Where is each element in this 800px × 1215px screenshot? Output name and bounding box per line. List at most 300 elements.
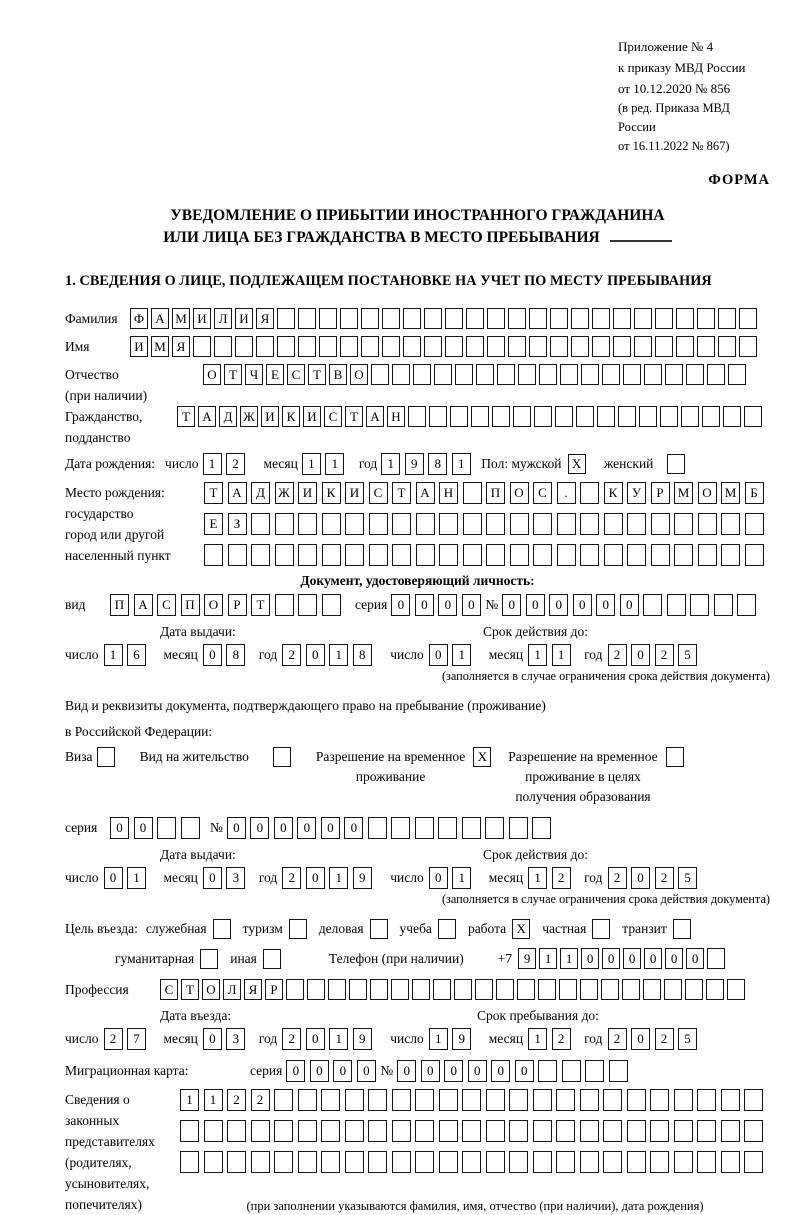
char-cell[interactable] [510, 513, 529, 535]
char-cell[interactable] [157, 817, 176, 839]
char-cell[interactable]: 1 [329, 1028, 348, 1050]
char-cell[interactable] [643, 594, 662, 616]
char-cell[interactable]: 0 [306, 644, 325, 666]
char-cell[interactable] [655, 308, 673, 329]
char-cell[interactable] [370, 919, 388, 939]
char-cell[interactable] [424, 308, 442, 329]
char-cell[interactable]: 0 [110, 817, 129, 839]
char-cell[interactable] [361, 336, 379, 357]
char-cell[interactable] [275, 513, 294, 535]
char-cell[interactable] [450, 406, 468, 427]
char-cell[interactable] [251, 513, 270, 535]
char-cell[interactable] [204, 1151, 223, 1173]
char-cell[interactable] [228, 544, 247, 566]
char-cell[interactable]: Б [745, 482, 764, 504]
char-cell[interactable] [623, 364, 641, 385]
char-cell[interactable] [556, 1120, 575, 1142]
char-cell[interactable] [273, 747, 291, 767]
char-cell[interactable]: 1 [302, 453, 321, 475]
char-cell[interactable] [340, 308, 358, 329]
char-cell[interactable] [518, 364, 536, 385]
char-cell[interactable]: 0 [429, 867, 448, 889]
char-cell[interactable]: 0 [227, 817, 246, 839]
char-cell[interactable]: О [204, 594, 223, 616]
char-cell[interactable] [744, 1089, 763, 1111]
char-cell[interactable] [476, 364, 494, 385]
char-cell[interactable] [392, 1089, 411, 1111]
char-cell[interactable] [471, 406, 489, 427]
char-cell[interactable] [529, 308, 547, 329]
char-cell[interactable] [576, 406, 594, 427]
char-cell[interactable] [349, 979, 367, 1000]
char-cell[interactable]: Т [251, 594, 270, 616]
char-cell[interactable] [627, 513, 646, 535]
char-cell[interactable] [415, 817, 434, 839]
char-cell[interactable] [650, 1089, 669, 1111]
char-cell[interactable]: М [151, 336, 169, 357]
char-cell[interactable] [660, 406, 678, 427]
char-cell[interactable] [445, 308, 463, 329]
char-cell[interactable] [180, 1120, 199, 1142]
char-cell[interactable]: Л [214, 308, 232, 329]
char-cell[interactable] [580, 979, 598, 1000]
char-cell[interactable]: 1 [104, 644, 123, 666]
char-cell[interactable]: А [416, 482, 435, 504]
char-cell[interactable]: 2 [655, 867, 674, 889]
char-cell[interactable] [497, 364, 515, 385]
char-cell[interactable] [487, 336, 505, 357]
char-cell[interactable] [550, 308, 568, 329]
char-cell[interactable]: 0 [415, 594, 434, 616]
char-cell[interactable] [368, 817, 387, 839]
char-cell[interactable]: 1 [329, 644, 348, 666]
char-cell[interactable] [486, 1120, 505, 1142]
char-cell[interactable]: 9 [405, 453, 424, 475]
char-cell[interactable]: Ч [245, 364, 263, 385]
char-cell[interactable] [739, 308, 757, 329]
char-cell[interactable] [251, 544, 270, 566]
char-cell[interactable]: Е [266, 364, 284, 385]
char-cell[interactable]: 0 [104, 867, 123, 889]
char-cell[interactable] [345, 1120, 364, 1142]
char-cell[interactable] [403, 308, 421, 329]
char-cell[interactable] [744, 406, 762, 427]
char-cell[interactable]: 5 [678, 1028, 697, 1050]
char-cell[interactable]: 1 [452, 453, 471, 475]
char-cell[interactable]: 2 [552, 1028, 571, 1050]
char-cell[interactable] [413, 364, 431, 385]
char-cell[interactable]: 1 [381, 453, 400, 475]
char-cell[interactable] [371, 364, 389, 385]
char-cell[interactable] [340, 336, 358, 357]
char-cell[interactable]: Н [439, 482, 458, 504]
char-cell[interactable] [462, 1120, 481, 1142]
char-cell[interactable] [328, 979, 346, 1000]
char-cell[interactable] [674, 1089, 693, 1111]
char-cell[interactable]: Т [345, 406, 363, 427]
char-cell[interactable]: X [568, 454, 586, 474]
char-cell[interactable]: 0 [310, 1060, 329, 1082]
char-cell[interactable]: 1 [127, 867, 146, 889]
char-cell[interactable]: И [130, 336, 148, 357]
char-cell[interactable] [429, 406, 447, 427]
char-cell[interactable]: 1 [329, 867, 348, 889]
char-cell[interactable] [274, 1151, 293, 1173]
char-cell[interactable] [392, 1151, 411, 1173]
char-cell[interactable]: О [510, 482, 529, 504]
char-cell[interactable]: А [366, 406, 384, 427]
char-cell[interactable]: О [202, 979, 220, 1000]
char-cell[interactable] [391, 817, 410, 839]
char-cell[interactable] [509, 817, 528, 839]
char-cell[interactable] [97, 747, 115, 767]
char-cell[interactable] [492, 406, 510, 427]
char-cell[interactable]: 0 [491, 1060, 510, 1082]
char-cell[interactable]: К [604, 482, 623, 504]
char-cell[interactable] [438, 919, 456, 939]
char-cell[interactable] [277, 308, 295, 329]
char-cell[interactable] [193, 336, 211, 357]
char-cell[interactable] [298, 1089, 317, 1111]
char-cell[interactable]: Т [177, 406, 195, 427]
char-cell[interactable] [714, 594, 733, 616]
char-cell[interactable] [322, 513, 341, 535]
char-cell[interactable] [298, 1151, 317, 1173]
char-cell[interactable]: 2 [227, 1089, 246, 1111]
char-cell[interactable] [643, 979, 661, 1000]
char-cell[interactable] [580, 1120, 599, 1142]
char-cell[interactable]: 0 [306, 867, 325, 889]
char-cell[interactable] [676, 336, 694, 357]
char-cell[interactable]: 0 [515, 1060, 534, 1082]
char-cell[interactable] [618, 406, 636, 427]
char-cell[interactable]: 0 [444, 1060, 463, 1082]
char-cell[interactable] [604, 513, 623, 535]
char-cell[interactable]: 0 [631, 867, 650, 889]
char-cell[interactable] [721, 1089, 740, 1111]
char-cell[interactable]: 0 [321, 817, 340, 839]
char-cell[interactable] [370, 979, 388, 1000]
char-cell[interactable] [609, 1060, 628, 1082]
char-cell[interactable] [685, 979, 703, 1000]
char-cell[interactable] [392, 364, 410, 385]
char-cell[interactable]: П [110, 594, 129, 616]
char-cell[interactable] [744, 1151, 763, 1173]
char-cell[interactable]: А [134, 594, 153, 616]
char-cell[interactable]: 0 [421, 1060, 440, 1082]
char-cell[interactable]: П [486, 482, 505, 504]
char-cell[interactable]: 0 [134, 817, 153, 839]
char-cell[interactable] [697, 308, 715, 329]
char-cell[interactable] [571, 336, 589, 357]
char-cell[interactable] [707, 948, 725, 969]
char-cell[interactable]: М [172, 308, 190, 329]
char-cell[interactable] [486, 544, 505, 566]
char-cell[interactable] [322, 594, 341, 616]
char-cell[interactable] [322, 544, 341, 566]
char-cell[interactable] [277, 336, 295, 357]
char-cell[interactable] [650, 1120, 669, 1142]
char-cell[interactable] [368, 1120, 387, 1142]
char-cell[interactable] [697, 336, 715, 357]
char-cell[interactable]: 1 [552, 644, 571, 666]
char-cell[interactable]: 2 [104, 1028, 123, 1050]
char-cell[interactable] [345, 513, 364, 535]
char-cell[interactable]: 5 [678, 867, 697, 889]
char-cell[interactable] [592, 336, 610, 357]
char-cell[interactable]: 0 [274, 817, 293, 839]
char-cell[interactable]: Р [228, 594, 247, 616]
char-cell[interactable]: С [369, 482, 388, 504]
char-cell[interactable]: 0 [344, 817, 363, 839]
char-cell[interactable]: 0 [468, 1060, 487, 1082]
char-cell[interactable]: 1 [539, 948, 557, 969]
char-cell[interactable] [513, 406, 531, 427]
char-cell[interactable] [319, 308, 337, 329]
char-cell[interactable]: 0 [602, 948, 620, 969]
char-cell[interactable] [298, 308, 316, 329]
char-cell[interactable] [533, 513, 552, 535]
char-cell[interactable]: 0 [306, 1028, 325, 1050]
char-cell[interactable] [321, 1089, 340, 1111]
char-cell[interactable]: 0 [686, 948, 704, 969]
char-cell[interactable] [289, 919, 307, 939]
char-cell[interactable] [665, 364, 683, 385]
char-cell[interactable] [602, 364, 620, 385]
char-cell[interactable]: Н [387, 406, 405, 427]
char-cell[interactable] [533, 1120, 552, 1142]
char-cell[interactable] [509, 1089, 528, 1111]
char-cell[interactable]: У [627, 482, 646, 504]
char-cell[interactable] [508, 336, 526, 357]
char-cell[interactable] [392, 513, 411, 535]
char-cell[interactable]: В [329, 364, 347, 385]
char-cell[interactable]: О [203, 364, 221, 385]
char-cell[interactable] [485, 817, 504, 839]
char-cell[interactable]: И [298, 482, 317, 504]
char-cell[interactable] [745, 513, 764, 535]
char-cell[interactable] [415, 1120, 434, 1142]
char-cell[interactable] [321, 1120, 340, 1142]
char-cell[interactable]: И [303, 406, 321, 427]
char-cell[interactable]: М [674, 482, 693, 504]
char-cell[interactable] [655, 336, 673, 357]
char-cell[interactable] [697, 1120, 716, 1142]
char-cell[interactable] [562, 1060, 581, 1082]
char-cell[interactable]: 2 [608, 867, 627, 889]
char-cell[interactable] [508, 308, 526, 329]
char-cell[interactable]: . [557, 482, 576, 504]
char-cell[interactable] [721, 513, 740, 535]
char-cell[interactable] [592, 308, 610, 329]
char-cell[interactable] [745, 544, 764, 566]
char-cell[interactable] [463, 544, 482, 566]
char-cell[interactable]: 8 [428, 453, 447, 475]
char-cell[interactable] [496, 979, 514, 1000]
char-cell[interactable]: 0 [596, 594, 615, 616]
char-cell[interactable] [673, 919, 691, 939]
char-cell[interactable] [462, 817, 481, 839]
char-cell[interactable]: 1 [429, 1028, 448, 1050]
char-cell[interactable] [274, 1089, 293, 1111]
char-cell[interactable] [739, 336, 757, 357]
char-cell[interactable] [509, 1120, 528, 1142]
char-cell[interactable] [538, 979, 556, 1000]
char-cell[interactable] [697, 1151, 716, 1173]
char-cell[interactable]: Л [223, 979, 241, 1000]
char-cell[interactable]: 0 [549, 594, 568, 616]
char-cell[interactable] [727, 979, 745, 1000]
char-cell[interactable]: К [322, 482, 341, 504]
char-cell[interactable] [702, 406, 720, 427]
char-cell[interactable]: 0 [203, 867, 222, 889]
char-cell[interactable] [392, 544, 411, 566]
char-cell[interactable] [737, 594, 756, 616]
char-cell[interactable]: М [721, 482, 740, 504]
char-cell[interactable] [235, 336, 253, 357]
char-cell[interactable]: 0 [250, 817, 269, 839]
char-cell[interactable] [181, 817, 200, 839]
char-cell[interactable] [697, 1089, 716, 1111]
char-cell[interactable]: Ф [130, 308, 148, 329]
char-cell[interactable]: С [324, 406, 342, 427]
char-cell[interactable]: 7 [127, 1028, 146, 1050]
char-cell[interactable] [723, 406, 741, 427]
char-cell[interactable] [462, 1151, 481, 1173]
char-cell[interactable] [298, 336, 316, 357]
char-cell[interactable]: 1 [528, 1028, 547, 1050]
char-cell[interactable]: 0 [573, 594, 592, 616]
char-cell[interactable] [256, 336, 274, 357]
char-cell[interactable] [416, 513, 435, 535]
char-cell[interactable] [368, 1151, 387, 1173]
char-cell[interactable] [439, 513, 458, 535]
char-cell[interactable] [439, 1089, 458, 1111]
char-cell[interactable] [454, 979, 472, 1000]
char-cell[interactable]: 5 [678, 644, 697, 666]
char-cell[interactable]: Я [172, 336, 190, 357]
char-cell[interactable]: Я [244, 979, 262, 1000]
char-cell[interactable]: 1 [528, 644, 547, 666]
char-cell[interactable]: 0 [297, 817, 316, 839]
char-cell[interactable] [560, 364, 578, 385]
char-cell[interactable] [345, 1089, 364, 1111]
char-cell[interactable] [559, 979, 577, 1000]
char-cell[interactable]: С [287, 364, 305, 385]
char-cell[interactable]: 0 [438, 594, 457, 616]
char-cell[interactable] [391, 979, 409, 1000]
char-cell[interactable]: И [261, 406, 279, 427]
char-cell[interactable] [674, 1151, 693, 1173]
char-cell[interactable] [392, 1120, 411, 1142]
char-cell[interactable] [275, 594, 294, 616]
char-cell[interactable]: X [473, 747, 491, 767]
char-cell[interactable] [667, 594, 686, 616]
char-cell[interactable] [455, 364, 473, 385]
char-cell[interactable] [403, 336, 421, 357]
char-cell[interactable]: 0 [391, 594, 410, 616]
char-cell[interactable] [416, 544, 435, 566]
char-cell[interactable] [227, 1151, 246, 1173]
char-cell[interactable]: Ж [275, 482, 294, 504]
char-cell[interactable]: X [512, 919, 530, 939]
char-cell[interactable]: П [181, 594, 200, 616]
char-cell[interactable]: 2 [655, 1028, 674, 1050]
char-cell[interactable]: 2 [282, 867, 301, 889]
char-cell[interactable]: И [193, 308, 211, 329]
char-cell[interactable] [592, 919, 610, 939]
char-cell[interactable]: С [160, 979, 178, 1000]
char-cell[interactable]: 1 [180, 1089, 199, 1111]
char-cell[interactable]: 1 [203, 453, 222, 475]
char-cell[interactable] [718, 336, 736, 357]
char-cell[interactable]: А [198, 406, 216, 427]
char-cell[interactable]: Д [251, 482, 270, 504]
char-cell[interactable]: 0 [203, 1028, 222, 1050]
char-cell[interactable] [251, 1151, 270, 1173]
char-cell[interactable]: 0 [631, 1028, 650, 1050]
char-cell[interactable] [721, 1151, 740, 1173]
char-cell[interactable] [674, 1120, 693, 1142]
char-cell[interactable] [361, 308, 379, 329]
char-cell[interactable] [627, 1089, 646, 1111]
char-cell[interactable]: Д [219, 406, 237, 427]
char-cell[interactable]: Ж [240, 406, 258, 427]
char-cell[interactable] [603, 1151, 622, 1173]
char-cell[interactable]: 0 [623, 948, 641, 969]
char-cell[interactable] [204, 1120, 223, 1142]
char-cell[interactable]: О [350, 364, 368, 385]
char-cell[interactable]: 9 [353, 1028, 372, 1050]
char-cell[interactable]: З [228, 513, 247, 535]
char-cell[interactable] [533, 544, 552, 566]
char-cell[interactable] [651, 513, 670, 535]
char-cell[interactable]: 3 [226, 867, 245, 889]
char-cell[interactable] [433, 979, 451, 1000]
char-cell[interactable] [486, 1089, 505, 1111]
char-cell[interactable] [667, 454, 685, 474]
char-cell[interactable] [445, 336, 463, 357]
char-cell[interactable]: 0 [665, 948, 683, 969]
char-cell[interactable] [298, 1120, 317, 1142]
char-cell[interactable] [627, 1120, 646, 1142]
char-cell[interactable] [721, 1120, 740, 1142]
char-cell[interactable] [509, 1151, 528, 1173]
char-cell[interactable] [698, 513, 717, 535]
char-cell[interactable] [603, 1120, 622, 1142]
char-cell[interactable]: С [533, 482, 552, 504]
char-cell[interactable]: 0 [581, 948, 599, 969]
char-cell[interactable]: 0 [357, 1060, 376, 1082]
char-cell[interactable] [345, 1151, 364, 1173]
char-cell[interactable] [204, 544, 223, 566]
char-cell[interactable] [214, 336, 232, 357]
char-cell[interactable] [580, 1151, 599, 1173]
char-cell[interactable]: Р [265, 979, 283, 1000]
char-cell[interactable] [263, 949, 281, 969]
char-cell[interactable]: 2 [608, 1028, 627, 1050]
char-cell[interactable] [532, 817, 551, 839]
char-cell[interactable]: 1 [560, 948, 578, 969]
char-cell[interactable] [613, 308, 631, 329]
char-cell[interactable] [533, 1089, 552, 1111]
char-cell[interactable] [462, 1089, 481, 1111]
char-cell[interactable] [439, 544, 458, 566]
char-cell[interactable]: Т [181, 979, 199, 1000]
char-cell[interactable] [529, 336, 547, 357]
char-cell[interactable] [550, 336, 568, 357]
char-cell[interactable] [486, 513, 505, 535]
